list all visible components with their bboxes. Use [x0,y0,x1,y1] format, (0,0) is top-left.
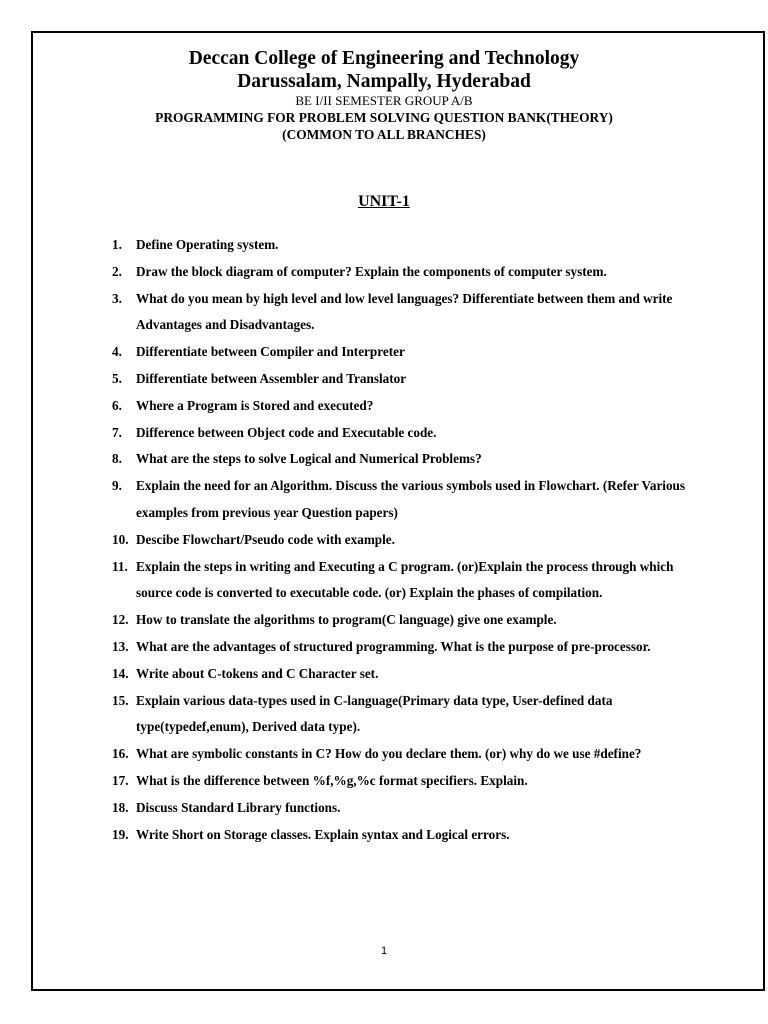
question-text: Explain the steps in writing and Executing a C program. (or)Explain the process through which source code is converted to executable code. (or) Explain the phases of compilation. [136,558,674,601]
question-number: 1. [112,237,122,252]
question-text: Explain the need for an Algorithm. Discuss the various symbols used in Flowchart. (Refer Various examples from previous year Question papers) [136,478,686,520]
college-address: Darussalam, Nampally, Hyderabad [237,71,531,92]
document-header [0,47,768,143]
common-branches-note: (COMMON TO ALL BRANCHES) [282,127,486,142]
question-text: Discuss Standard Library functions. [136,799,341,815]
question-number: 14. [112,665,129,681]
question-item [112,393,712,420]
question-text: Define Operating system. [136,237,279,252]
question-number: 19. [112,826,129,842]
subject-title: PROGRAMMING FOR PROBLEM SOLVING QUESTION BANK(THEORY) [155,110,613,125]
page-number: 1 [380,945,388,957]
question-item [112,768,712,795]
question-item [112,232,712,259]
question-number: 15. [112,692,129,708]
question-item [112,420,712,447]
question-text: What are symbolic constants in C? How do you declare them. (or) why do we use #define? [136,746,642,762]
question-item [112,527,712,554]
question-item [112,822,712,849]
question-item [112,554,712,608]
question-item [112,634,712,661]
question-number: 18. [112,799,129,815]
question-text: Where a Program is Stored and executed? [136,397,374,413]
question-text: Differentiate between Compiler and Interpreter [136,344,405,360]
question-text: Explain various data-types used in C-language(Primary data type, User-defined data type(typedef,enum), Derived data type). [136,692,613,735]
question-item [112,339,712,366]
question-number: 7. [112,424,122,440]
question-number: 16. [112,746,129,762]
question-number: 3. [112,290,122,306]
question-item [112,688,712,742]
unit-title: UNIT-1 [358,193,410,210]
question-item [112,795,712,822]
question-number: 6. [112,397,122,413]
question-text: Descibe Flowchart/Pseudo code with example. [136,531,395,547]
question-number: 8. [112,451,122,467]
question-text: Draw the block diagram of computer? Explain the components of computer system. [136,263,607,279]
question-number: 17. [112,772,129,788]
question-item [112,661,712,688]
question-text: Differentiate between Assembler and Translator [136,370,407,386]
question-number: 9. [112,478,122,494]
question-item [112,473,712,527]
question-text: Write Short on Storage classes. Explain syntax and Logical errors. [136,826,510,842]
question-number: 2. [112,263,122,279]
question-item [112,446,712,473]
question-text: Write about C-tokens and C Character set. [136,665,379,681]
question-item [112,607,712,634]
question-item [112,741,712,768]
question-text: How to translate the algorithms to program(C language) give one example. [136,612,557,628]
question-number: 12. [112,612,129,628]
question-text: What is the difference between %f,%g,%c format specifiers. Explain. [136,772,528,788]
question-number: 13. [112,638,129,654]
question-number: 10. [112,531,129,547]
question-number: 5. [112,370,122,386]
question-text: Difference between Object code and Executable code. [136,424,437,440]
question-item [112,366,712,393]
question-item [112,259,712,286]
question-text: What do you mean by high level and low level languages? Differentiate between them and write Advantages and Disadvantages. [136,290,673,333]
question-item [112,286,712,340]
question-number: 11. [112,558,128,574]
question-list [112,232,712,848]
question-text: What are the steps to solve Logical and Numerical Problems? [136,451,482,467]
college-name: Deccan College of Engineering and Technology [188,48,580,69]
question-text: What are the advantages of structured programming. What is the purpose of pre-processor. [136,638,651,654]
question-number: 4. [112,344,122,360]
semester-line: BE I/II SEMESTER GROUP A/B [295,93,473,108]
